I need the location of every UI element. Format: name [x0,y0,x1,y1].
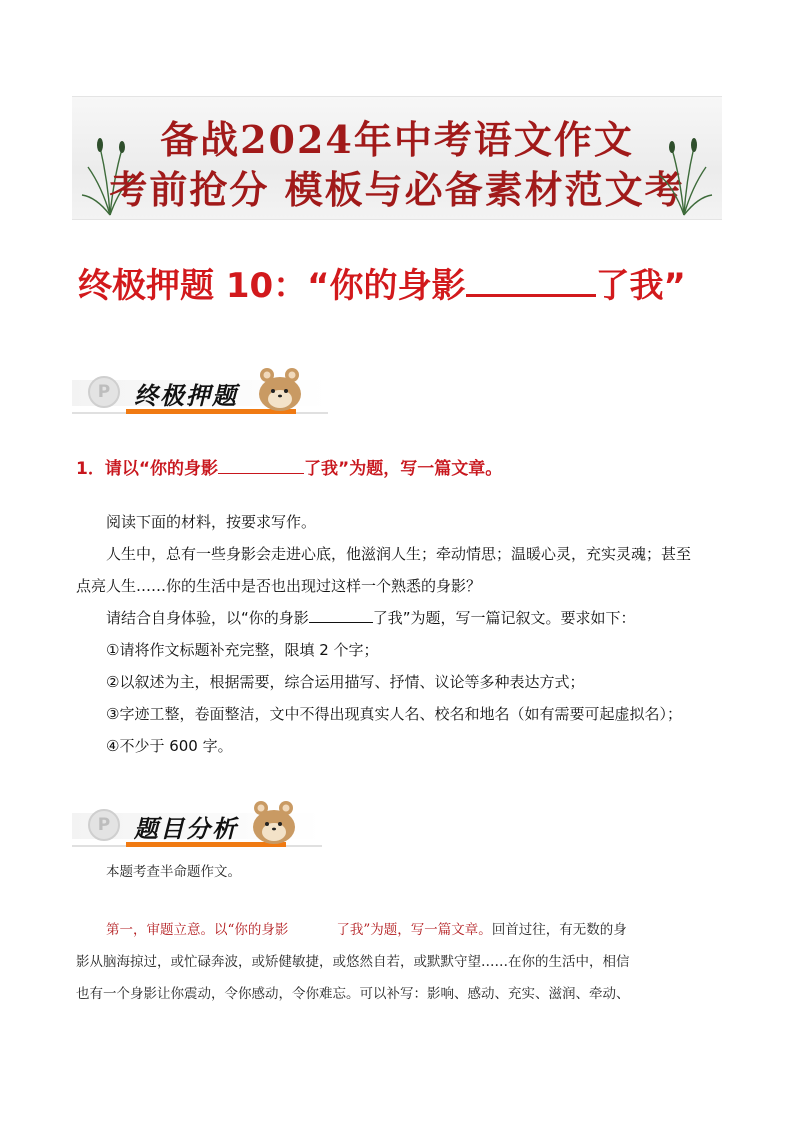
analysis-line-2: 影从脑海掠过，或忙碌奔波，或矫健敏捷，或悠然自若，或默默守望……在你的生活中，相信 [76,954,630,970]
hamster-icon [254,366,306,412]
page-title [78,258,738,307]
material-paragraph-2 [76,542,726,598]
requirement-4: ④不少于 600 字。 [106,737,233,755]
question-blank [218,459,304,474]
question-suffix: 了我”为题，写一篇文章。 [304,459,503,479]
p3-blank [309,610,373,623]
analysis-line-1 [76,914,736,946]
analysis-intro: 本题考查半命题作文。 [106,864,241,880]
title-prefix: 终极押题 10：“你的身影 [78,266,466,306]
title-banner [72,96,722,220]
step1-red-a: 第一，审题立意。以“你的身影 [106,922,289,938]
analysis-step-1 [76,914,736,1010]
step1-rest: 回首过往，有无数的身 [491,922,627,938]
section-header-prediction [72,372,328,414]
coin-icon: P [88,809,120,841]
question-prefix: 1．请以“你的身影 [76,459,219,479]
grass-plant-icon [654,127,714,217]
title-blank [466,266,596,297]
p3-suffix: 了我”为题，写一篇记叙文。要求如下： [372,609,636,627]
p3-prefix: 请结合自身体验，以“你的身影 [106,609,309,627]
material-p2-line1: 人生中，总有一些身影会走进心底，他滋润人生；牵动情思；温暖心灵，充实灵魂；甚至 [106,545,692,563]
banner-title-line2: 考前抢分 模板与必备素材范文考 [109,167,685,212]
requirement-2: ②以叙述为主，根据需要，综合运用描写、抒情、议论等多种表达方式； [106,673,585,691]
section-label: 终极押题 [134,382,238,410]
material-paragraph-1: 阅读下面的材料，按要求写作。 [106,513,317,531]
section-header-analysis [72,805,322,847]
coin-icon: P [88,376,120,408]
banner-title-line1: 备战2024年中考语文作文 [160,117,634,162]
requirement-3: ③字迹工整，卷面整洁，文中不得出现真实人名、校名和地名（如有需要可起虚拟名）； [106,705,682,723]
title-suffix: 了我” [595,266,686,306]
material-p2-line2: 点亮人生……你的生活中是否也出现过这样一个熟悉的身影？ [76,577,482,595]
analysis-line-3: 也有一个身影让你震动，令你感动，令你难忘。可以补写：影响、感动、充实、滋润、牵动、 [76,986,630,1002]
question-heading [76,454,502,479]
material-paragraph-3 [76,606,726,630]
hamster-icon [248,799,300,845]
section-label: 题目分析 [134,815,238,843]
step1-red-b: 了我”为题，写一篇文章。 [336,922,492,938]
requirement-1: ①请将作文标题补充完整，限填 2 个字； [106,641,379,659]
